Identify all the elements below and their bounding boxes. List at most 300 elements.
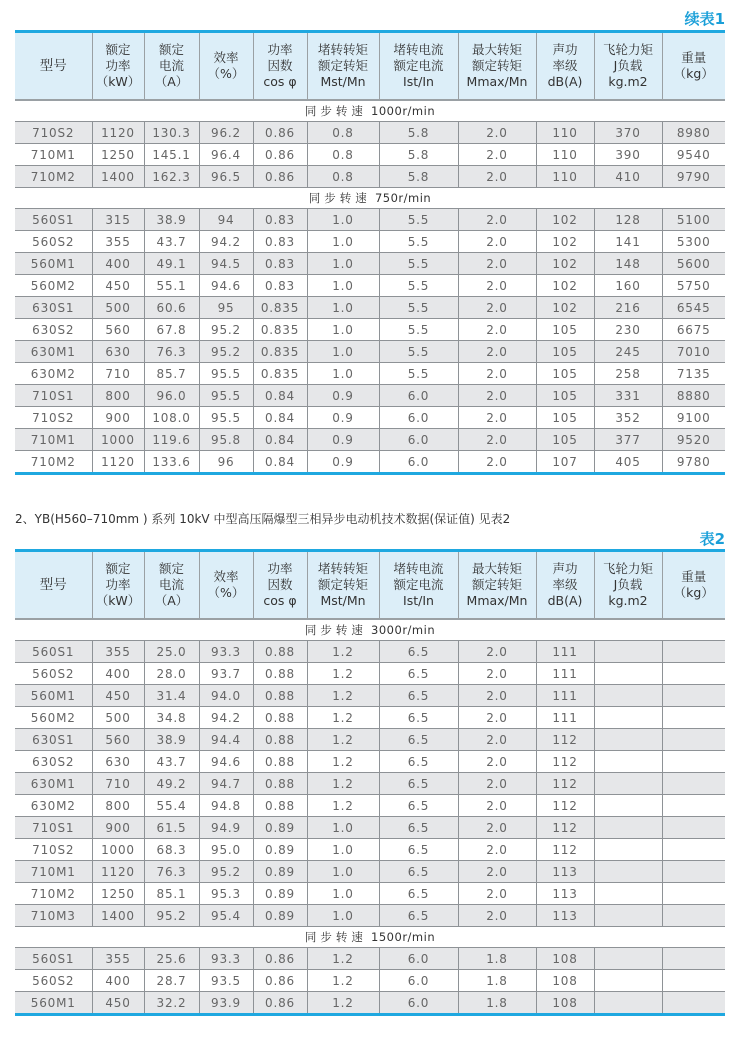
column-header-line: 电流 <box>158 577 184 592</box>
value-cell: 1.0 <box>307 231 379 253</box>
value-cell <box>594 992 662 1015</box>
spec-table-2 <box>15 549 725 1016</box>
value-cell: 8980 <box>662 122 725 144</box>
value-cell: 6.5 <box>379 883 458 905</box>
value-cell: 28.0 <box>144 663 199 685</box>
column-header <box>662 32 725 101</box>
model-cell: 560S1 <box>15 948 92 970</box>
value-cell: 1.2 <box>307 663 379 685</box>
table-row <box>15 883 725 905</box>
value-cell: 112 <box>536 729 594 751</box>
value-cell: 95.2 <box>199 861 253 883</box>
value-cell: 5.8 <box>379 144 458 166</box>
value-cell: 2.0 <box>458 166 536 188</box>
value-cell: 1250 <box>92 883 144 905</box>
value-cell: 6.0 <box>379 992 458 1015</box>
value-cell: 1120 <box>92 861 144 883</box>
value-cell: 113 <box>536 905 594 927</box>
value-cell: 1.0 <box>307 275 379 297</box>
value-cell: 0.835 <box>253 297 307 319</box>
value-cell: 6.5 <box>379 751 458 773</box>
value-cell: 112 <box>536 839 594 861</box>
value-cell: 0.8 <box>307 144 379 166</box>
model-cell: 630S1 <box>15 297 92 319</box>
value-cell <box>594 641 662 663</box>
value-cell: 0.84 <box>253 385 307 407</box>
table-row <box>15 275 725 297</box>
value-cell: 5.8 <box>379 166 458 188</box>
value-cell: 0.88 <box>253 707 307 729</box>
column-header-line: 率级 <box>552 58 578 73</box>
value-cell: 95.0 <box>199 839 253 861</box>
value-cell: 108 <box>536 948 594 970</box>
value-cell: 102 <box>536 297 594 319</box>
value-cell: 0.88 <box>253 729 307 751</box>
value-cell: 331 <box>594 385 662 407</box>
value-cell: 113 <box>536 861 594 883</box>
value-cell: 377 <box>594 429 662 451</box>
value-cell: 0.9 <box>307 385 379 407</box>
value-cell: 2.0 <box>458 209 536 231</box>
speed-label: 同步转速 <box>308 191 371 205</box>
speed-label: 同步转速 <box>304 104 367 118</box>
value-cell: 111 <box>536 663 594 685</box>
value-cell: 710 <box>92 773 144 795</box>
column-header <box>144 551 199 620</box>
value-cell: 1.0 <box>307 817 379 839</box>
value-cell: 0.83 <box>253 253 307 275</box>
value-cell: 0.89 <box>253 817 307 839</box>
column-header-line: （kg） <box>673 585 714 600</box>
column-header-line: （%） <box>207 66 245 81</box>
table1-title: 续表1 <box>684 10 725 28</box>
value-cell: 6.5 <box>379 839 458 861</box>
value-cell: 96.5 <box>199 166 253 188</box>
column-header <box>92 551 144 620</box>
column-header-line: （%） <box>207 585 245 600</box>
value-cell: 2.0 <box>458 641 536 663</box>
value-cell: 6.5 <box>379 641 458 663</box>
value-cell: 5.5 <box>379 319 458 341</box>
table-row <box>15 341 725 363</box>
model-cell: 710S2 <box>15 122 92 144</box>
value-cell: 0.835 <box>253 341 307 363</box>
value-cell: 94.8 <box>199 795 253 817</box>
value-cell: 630 <box>92 341 144 363</box>
speed-group-label <box>15 100 725 122</box>
value-cell: 96.2 <box>199 122 253 144</box>
value-cell <box>662 839 725 861</box>
value-cell <box>662 817 725 839</box>
column-header-line: 声功 <box>552 42 578 57</box>
value-cell: 2.0 <box>458 751 536 773</box>
column-header-line: J负载 <box>613 58 643 73</box>
value-cell: 2.0 <box>458 319 536 341</box>
value-cell: 105 <box>536 363 594 385</box>
value-cell: 1.0 <box>307 839 379 861</box>
value-cell: 1.2 <box>307 992 379 1015</box>
value-cell: 2.0 <box>458 685 536 707</box>
value-cell: 1.0 <box>307 209 379 231</box>
value-cell: 105 <box>536 341 594 363</box>
table-row <box>15 685 725 707</box>
value-cell: 1.0 <box>307 253 379 275</box>
column-header-line: 功率 <box>105 58 131 73</box>
speed-group-label <box>15 927 725 948</box>
column-header <box>536 32 594 101</box>
value-cell: 94.7 <box>199 773 253 795</box>
value-cell: 107 <box>536 451 594 474</box>
column-header <box>379 32 458 101</box>
table-row <box>15 209 725 231</box>
value-cell: 0.88 <box>253 641 307 663</box>
model-cell: 710M1 <box>15 144 92 166</box>
value-cell: 5300 <box>662 231 725 253</box>
value-cell: 216 <box>594 297 662 319</box>
table2-title: 表2 <box>699 530 725 548</box>
speed-label: 同步转速 <box>304 623 367 637</box>
value-cell: 0.88 <box>253 773 307 795</box>
column-header-line: 堵转转矩 <box>317 561 368 576</box>
value-cell <box>662 707 725 729</box>
model-cell: 630M2 <box>15 363 92 385</box>
column-header-line: 额定电流 <box>393 577 444 592</box>
value-cell <box>662 970 725 992</box>
table-row <box>15 385 725 407</box>
column-header-line: kg.m2 <box>608 593 648 608</box>
value-cell: 96.0 <box>144 385 199 407</box>
value-cell: 2.0 <box>458 231 536 253</box>
value-cell: 94.2 <box>199 231 253 253</box>
model-cell: 710S2 <box>15 839 92 861</box>
value-cell: 1.2 <box>307 641 379 663</box>
value-cell: 94.2 <box>199 707 253 729</box>
value-cell: 43.7 <box>144 231 199 253</box>
value-cell: 68.3 <box>144 839 199 861</box>
value-cell: 49.2 <box>144 773 199 795</box>
header-row <box>15 32 725 101</box>
column-header <box>458 551 536 620</box>
column-header-line: 最大转矩 <box>471 42 522 57</box>
value-cell: 1.2 <box>307 729 379 751</box>
value-cell: 500 <box>92 297 144 319</box>
value-cell: 110 <box>536 166 594 188</box>
value-cell: 95.8 <box>199 429 253 451</box>
value-cell: 5.5 <box>379 363 458 385</box>
value-cell: 1.8 <box>458 970 536 992</box>
value-cell: 0.9 <box>307 451 379 474</box>
value-cell <box>662 795 725 817</box>
column-header-line: cos φ <box>263 593 297 608</box>
value-cell: 111 <box>536 641 594 663</box>
value-cell: 355 <box>92 641 144 663</box>
value-cell: 355 <box>92 231 144 253</box>
column-header-line: 率级 <box>552 577 578 592</box>
model-cell: 560S1 <box>15 641 92 663</box>
value-cell: 6675 <box>662 319 725 341</box>
value-cell: 1.8 <box>458 948 536 970</box>
value-cell: 93.9 <box>199 992 253 1015</box>
value-cell: 55.1 <box>144 275 199 297</box>
value-cell: 0.86 <box>253 144 307 166</box>
value-cell: 2.0 <box>458 144 536 166</box>
value-cell: 2.0 <box>458 297 536 319</box>
value-cell: 0.8 <box>307 122 379 144</box>
table-row <box>15 795 725 817</box>
value-cell: 5.5 <box>379 275 458 297</box>
value-cell: 5.5 <box>379 297 458 319</box>
value-cell: 94 <box>199 209 253 231</box>
value-cell: 43.7 <box>144 751 199 773</box>
value-cell: 25.0 <box>144 641 199 663</box>
column-header-line: 功率 <box>267 561 293 576</box>
value-cell: 34.8 <box>144 707 199 729</box>
value-cell: 93.3 <box>199 948 253 970</box>
column-header <box>144 32 199 101</box>
value-cell: 108 <box>536 992 594 1015</box>
value-cell: 85.1 <box>144 883 199 905</box>
value-cell <box>594 795 662 817</box>
column-header-line: Mst/Mn <box>320 74 366 89</box>
value-cell: 1.0 <box>307 861 379 883</box>
value-cell: 1.0 <box>307 297 379 319</box>
column-header <box>307 32 379 101</box>
table-row <box>15 729 725 751</box>
model-cell: 560S2 <box>15 970 92 992</box>
value-cell: 400 <box>92 663 144 685</box>
model-cell: 710M2 <box>15 166 92 188</box>
value-cell: 9780 <box>662 451 725 474</box>
value-cell: 95.5 <box>199 363 253 385</box>
column-header <box>594 551 662 620</box>
value-cell <box>594 817 662 839</box>
value-cell: 6.0 <box>379 970 458 992</box>
value-cell: 1000 <box>92 429 144 451</box>
value-cell: 28.7 <box>144 970 199 992</box>
value-cell: 94.5 <box>199 253 253 275</box>
speed-value: 1500r/min <box>371 930 436 944</box>
model-cell: 560M2 <box>15 275 92 297</box>
value-cell: 111 <box>536 685 594 707</box>
column-header-line: 额定 <box>158 42 184 57</box>
column-header <box>199 551 253 620</box>
column-header <box>92 32 144 101</box>
column-header <box>662 551 725 620</box>
column-header <box>15 551 92 620</box>
value-cell: 2.0 <box>458 861 536 883</box>
model-cell: 710M1 <box>15 861 92 883</box>
value-cell <box>662 685 725 707</box>
value-cell: 800 <box>92 385 144 407</box>
value-cell: 6.0 <box>379 407 458 429</box>
table2-caption: 2、YB(H560–710mm ) 系列 10kV 中型高压隔爆型三相异步电动机技术数据(保证值) 见表2 <box>15 512 511 526</box>
value-cell: 110 <box>536 122 594 144</box>
value-cell: 245 <box>594 341 662 363</box>
column-header-line: 效率 <box>213 50 239 65</box>
value-cell: 1250 <box>92 144 144 166</box>
value-cell: 108 <box>536 970 594 992</box>
value-cell: 0.88 <box>253 663 307 685</box>
value-cell: 6.5 <box>379 795 458 817</box>
column-header <box>199 32 253 101</box>
value-cell: 105 <box>536 407 594 429</box>
value-cell: 31.4 <box>144 685 199 707</box>
value-cell: 6.5 <box>379 663 458 685</box>
value-cell: 9100 <box>662 407 725 429</box>
value-cell: 0.84 <box>253 407 307 429</box>
column-header-line: 堵转转矩 <box>317 42 368 57</box>
value-cell: 1.0 <box>307 341 379 363</box>
value-cell: 2.0 <box>458 817 536 839</box>
speed-value: 3000r/min <box>371 623 436 637</box>
table-row <box>15 451 725 474</box>
value-cell: 230 <box>594 319 662 341</box>
value-cell: 1.2 <box>307 773 379 795</box>
value-cell: 130.3 <box>144 122 199 144</box>
column-header-line: （kg） <box>673 66 714 81</box>
column-header-line: 额定转矩 <box>317 58 368 73</box>
value-cell: 5750 <box>662 275 725 297</box>
value-cell <box>594 905 662 927</box>
value-cell <box>662 729 725 751</box>
value-cell: 1.0 <box>307 363 379 385</box>
column-header-line: Mst/Mn <box>320 593 366 608</box>
model-cell: 560M1 <box>15 685 92 707</box>
column-header-line: dB(A) <box>547 593 583 608</box>
value-cell: 370 <box>594 122 662 144</box>
table-row <box>15 641 725 663</box>
value-cell: 7010 <box>662 341 725 363</box>
speed-group-row <box>15 927 725 948</box>
value-cell: 61.5 <box>144 817 199 839</box>
model-cell: 710S2 <box>15 407 92 429</box>
value-cell: 5.5 <box>379 209 458 231</box>
value-cell: 8880 <box>662 385 725 407</box>
value-cell: 0.9 <box>307 407 379 429</box>
value-cell: 0.86 <box>253 166 307 188</box>
value-cell: 6.0 <box>379 385 458 407</box>
value-cell <box>662 992 725 1015</box>
model-cell: 710M2 <box>15 883 92 905</box>
value-cell: 410 <box>594 166 662 188</box>
value-cell: 94.4 <box>199 729 253 751</box>
value-cell: 6.5 <box>379 773 458 795</box>
value-cell: 2.0 <box>458 663 536 685</box>
value-cell: 9540 <box>662 144 725 166</box>
table-row <box>15 122 725 144</box>
value-cell: 1120 <box>92 122 144 144</box>
column-header <box>253 551 307 620</box>
value-cell: 112 <box>536 795 594 817</box>
table-row <box>15 429 725 451</box>
value-cell: 5.5 <box>379 231 458 253</box>
table-row <box>15 297 725 319</box>
model-cell: 630S1 <box>15 729 92 751</box>
value-cell: 6.0 <box>379 451 458 474</box>
value-cell: 95.5 <box>199 407 253 429</box>
value-cell: 67.8 <box>144 319 199 341</box>
value-cell: 6.5 <box>379 707 458 729</box>
value-cell: 710 <box>92 363 144 385</box>
column-header-line: Mmax/Mn <box>466 593 528 608</box>
value-cell: 560 <box>92 729 144 751</box>
value-cell: 112 <box>536 773 594 795</box>
value-cell: 5.5 <box>379 253 458 275</box>
value-cell: 95.5 <box>199 385 253 407</box>
value-cell <box>662 948 725 970</box>
value-cell: 2.0 <box>458 839 536 861</box>
value-cell: 94.9 <box>199 817 253 839</box>
value-cell <box>662 773 725 795</box>
value-cell: 0.83 <box>253 209 307 231</box>
value-cell: 1400 <box>92 905 144 927</box>
value-cell: 38.9 <box>144 209 199 231</box>
value-cell: 93.3 <box>199 641 253 663</box>
speed-group-label <box>15 188 725 209</box>
value-cell: 0.835 <box>253 319 307 341</box>
value-cell: 0.89 <box>253 839 307 861</box>
value-cell: 102 <box>536 253 594 275</box>
table-row <box>15 948 725 970</box>
table-row <box>15 407 725 429</box>
value-cell: 95.2 <box>199 341 253 363</box>
table-row <box>15 861 725 883</box>
value-cell: 60.6 <box>144 297 199 319</box>
column-header <box>536 551 594 620</box>
value-cell: 1.2 <box>307 707 379 729</box>
value-cell: 400 <box>92 253 144 275</box>
speed-value: 1000r/min <box>371 104 436 118</box>
column-header-line: 因数 <box>267 58 293 73</box>
value-cell: 0.9 <box>307 429 379 451</box>
column-header-line: 型号 <box>39 58 67 74</box>
table-row <box>15 839 725 861</box>
value-cell <box>662 883 725 905</box>
column-header-line: cos φ <box>263 74 297 89</box>
value-cell: 110 <box>536 144 594 166</box>
value-cell: 32.2 <box>144 992 199 1015</box>
speed-value: 750r/min <box>374 191 432 205</box>
column-header-line: 堵转电流 <box>393 42 444 57</box>
value-cell: 1.2 <box>307 970 379 992</box>
speed-label: 同步转速 <box>304 930 367 944</box>
header-row <box>15 551 725 620</box>
value-cell: 450 <box>92 685 144 707</box>
value-cell: 2.0 <box>458 905 536 927</box>
model-cell: 560M1 <box>15 253 92 275</box>
model-cell: 630M1 <box>15 341 92 363</box>
column-header-line: （kW） <box>95 74 141 89</box>
value-cell: 160 <box>594 275 662 297</box>
value-cell: 0.88 <box>253 685 307 707</box>
value-cell: 2.0 <box>458 429 536 451</box>
value-cell: 102 <box>536 209 594 231</box>
column-header-line: 效率 <box>213 569 239 584</box>
value-cell: 560 <box>92 319 144 341</box>
value-cell: 2.0 <box>458 451 536 474</box>
value-cell: 1.2 <box>307 795 379 817</box>
value-cell: 1.2 <box>307 751 379 773</box>
value-cell: 0.83 <box>253 231 307 253</box>
value-cell: 2.0 <box>458 773 536 795</box>
column-header <box>15 32 92 101</box>
column-header-line: 电流 <box>158 58 184 73</box>
value-cell: 5.8 <box>379 122 458 144</box>
table-row <box>15 231 725 253</box>
value-cell: 2.0 <box>458 407 536 429</box>
value-cell: 630 <box>92 751 144 773</box>
value-cell <box>594 773 662 795</box>
